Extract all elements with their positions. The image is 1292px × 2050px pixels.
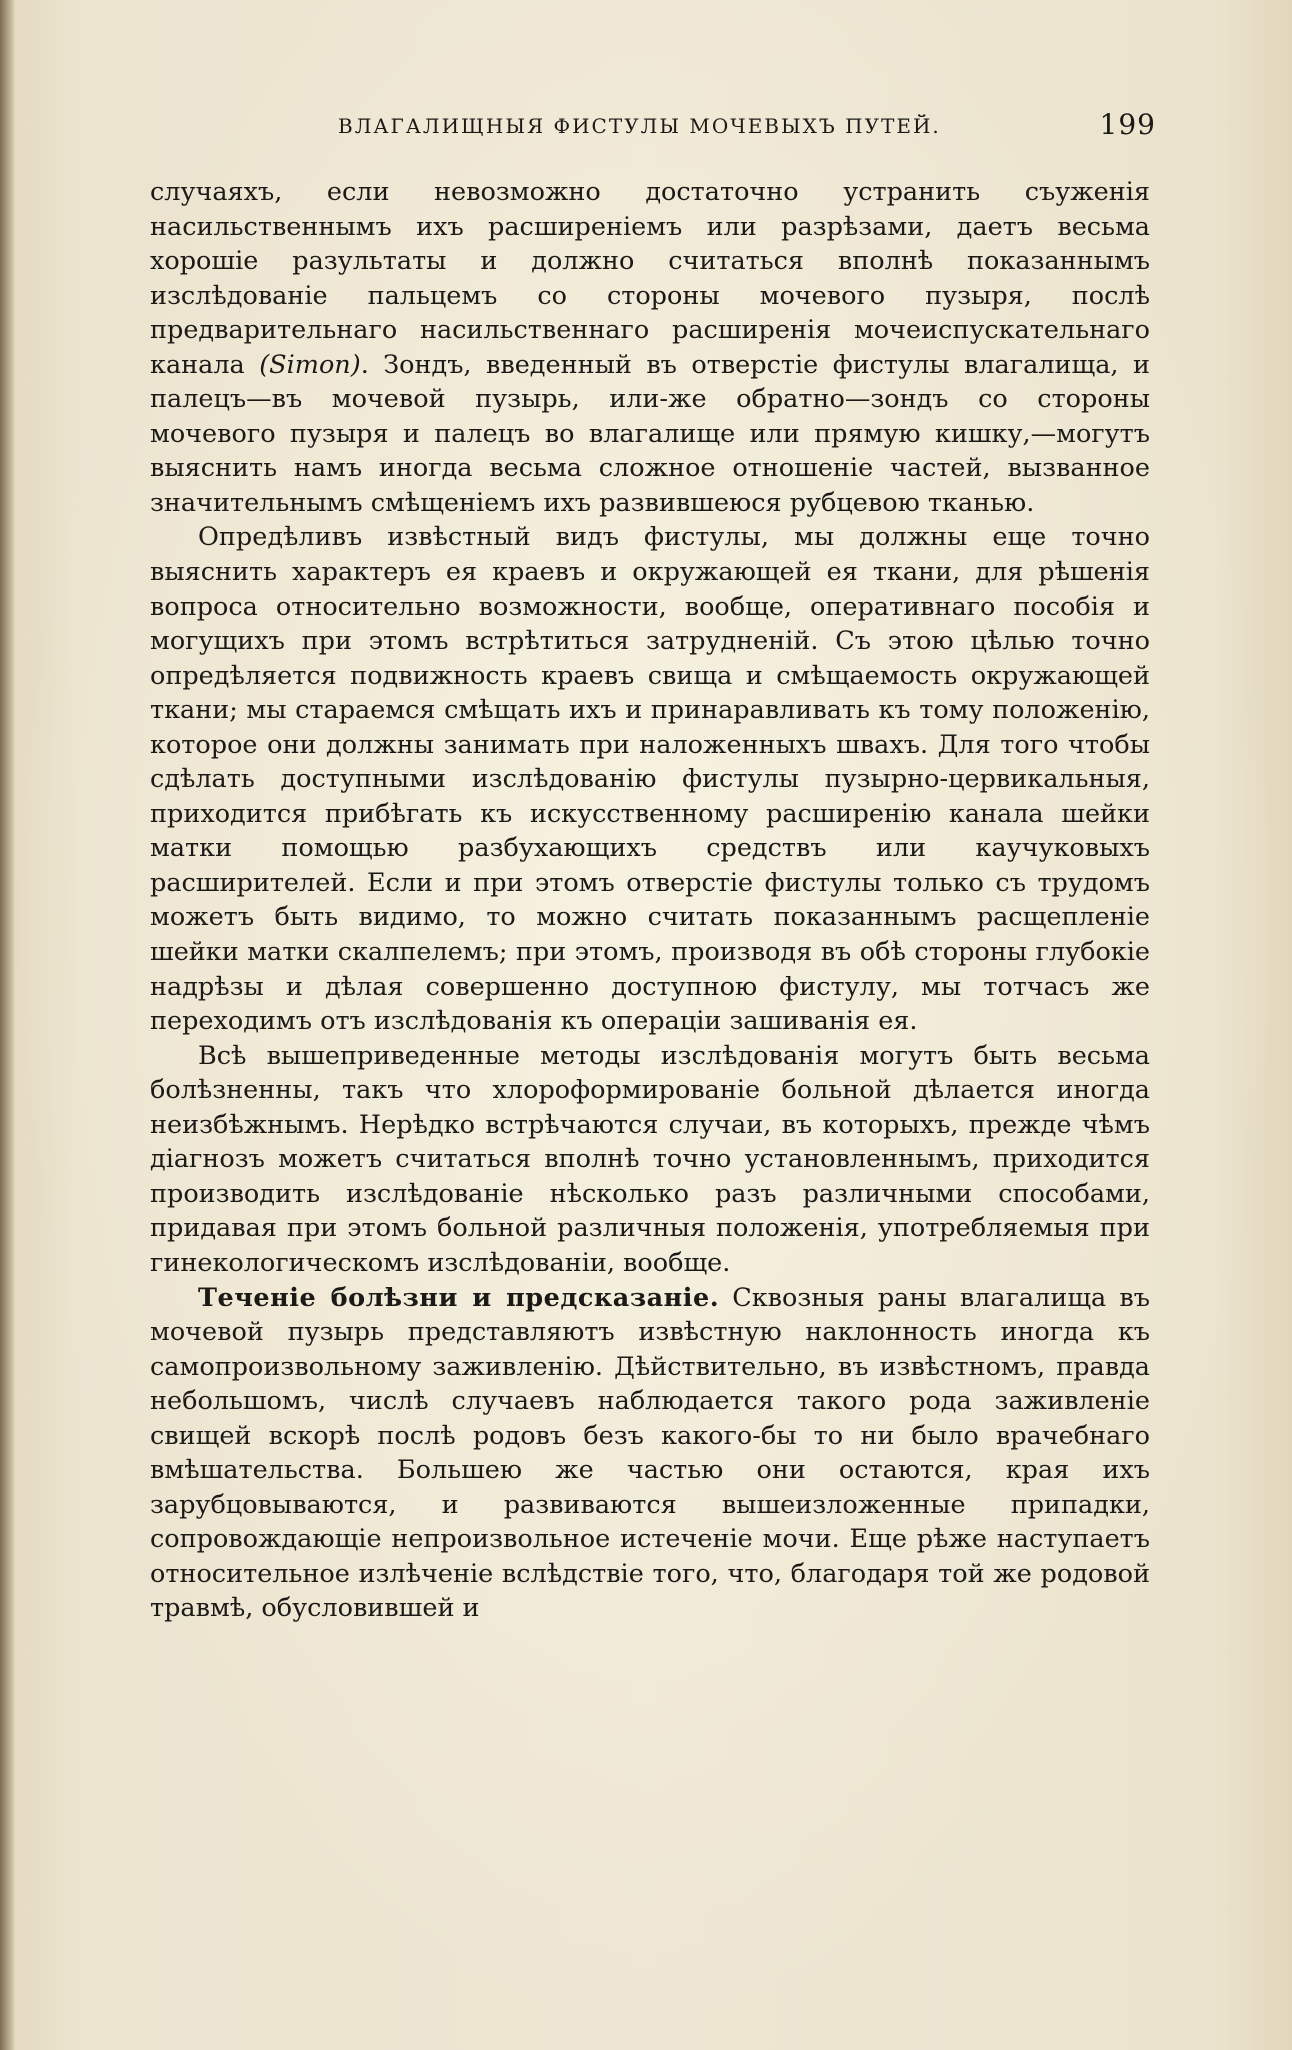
running-title: ВЛАГАЛИЩНЫЯ ФИСТУЛЫ МОЧЕВЫХЪ ПУТЕЙ. [338, 114, 941, 138]
paragraph-1-text-b: . Зондъ, введенный въ отверстіе фистулы влагалища, и палецъ—въ мочевой пузырь, или-же обратно—зондъ со стороны мочевого пузыря и палецъ во влагалище или прямую кишку,—могутъ выяснить намъ иногда весьма сложное отношеніе частей, вызванное значительнымъ смѣщеніемъ ихъ развившеюся рубцевою тканью. [150, 349, 1150, 518]
body-text [150, 175, 1150, 1626]
paragraph-1 [150, 175, 1150, 520]
paragraph-2: Опредѣливъ извѣстный видъ фистулы, мы должны еще точно выяснить характеръ ея краевъ и окружающей ея ткани, для рѣшенія вопроса относительно возможности, вообще, оперативнаго пособія и могущихъ при этомъ встрѣтиться затрудненій. Съ этою цѣлью точно опредѣляется подвижность краевъ свища и смѣщаемость окружающей ткани; мы стараемся смѣщать ихъ и принаравливать къ тому положенію, которое они должны занимать при наложенныхъ швахъ. Для того чтобы сдѣлать доступными изслѣдованію фистулы пузырно-цервикальныя, приходится прибѣгать къ искусственному расширенію канала шейки матки помощью разбухающихъ средствъ или каучуковыхъ расширителей. Если и при этомъ отверстіе фистулы только съ трудомъ можетъ быть видимо, то можно считать показаннымъ расщепленіе шейки матки скалпелемъ; при этомъ, производя въ обѣ стороны глубокіе надрѣзы и дѣлая совершенно доступною фистулу, мы тотчасъ же переходимъ отъ изслѣдованія къ операціи зашиванія ея. [150, 522, 1150, 1037]
paragraph-3: Всѣ вышеприведенные методы изслѣдованія могутъ быть весьма болѣзненны, такъ что хлороформированіе больной дѣлается иногда неизбѣжнымъ. Нерѣдко встрѣчаются случаи, въ которыхъ, прежде чѣмъ діагнозъ можетъ считаться вполнѣ точно установленнымъ, приходится производить изслѣдованіе нѣсколько разъ различными способами, придавая при этомъ больной различныя положенія, употребляемыя при гинекологическомъ изслѣдованіи, вообще. [150, 1040, 1150, 1278]
page-binding-edge [0, 0, 14, 2050]
page-header [150, 108, 1156, 148]
paragraph-1-text-a: случаяхъ, если невозможно достаточно устранить съуженія насильственнымъ ихъ расширеніемъ или разрѣзами, даетъ весьма хорошіе разультаты и должно считаться вполнѣ показаннымъ изслѣдованіе пальцемъ со стороны мочевого пузыря, послѣ предварительнаго насильственнаго расширенія мочеиспускательнаго канала [150, 177, 1150, 380]
paragraph-4 [150, 1281, 1150, 1626]
author-name-simon: (Simon) [259, 349, 361, 380]
section-heading: Теченіе болѣзни и предсказаніе. [198, 1282, 720, 1313]
paragraph-4-text: Сквозныя раны влагалища въ мочевой пузырь представляютъ извѣстную наклонность иногда къ самопроизвольному заживленію. Дѣйствительно, въ извѣстномъ, правда небольшомъ, числѣ случаевъ наблюдается такого рода заживленіе свищей вскорѣ послѣ родовъ безъ какого-бы то ни было врачебнаго вмѣшательства. Большею же частью они остаются, края ихъ зарубцовываются, и развиваются вышеизложенные припадки, сопровождающіе непроизвольное истеченіе мочи. Еще рѣже наступаетъ относительное излѣченіе вслѣдствіе того, что, благодаря той же родовой травмѣ, обусловившей и [150, 1282, 1150, 1624]
page-number: 199 [1099, 108, 1156, 141]
